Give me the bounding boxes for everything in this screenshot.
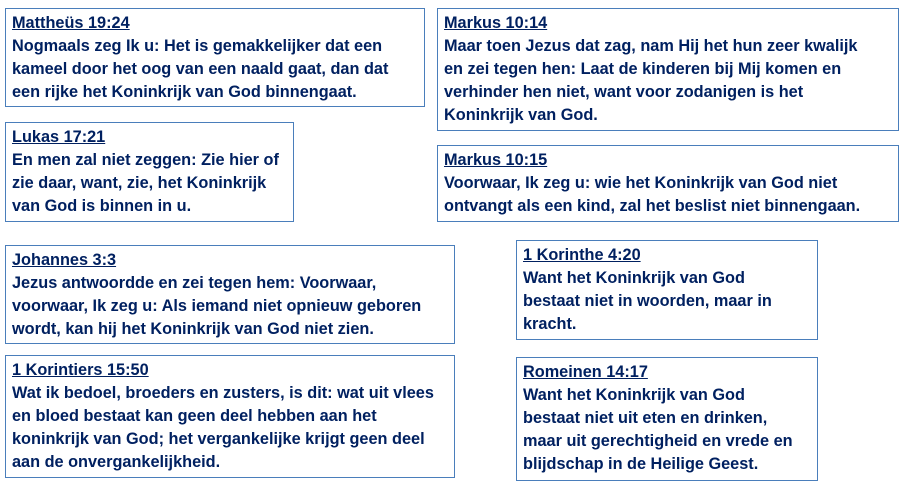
verse-reference: Romeinen 14:17 bbox=[523, 363, 648, 381]
verse-text-line: koninkrijk van God; het vergankelijke krijgt geen deel bbox=[12, 430, 425, 448]
verse-card-1-korintiers-15-50 bbox=[5, 355, 455, 478]
verse-text-line: verhinder hen niet, want voor zodanigen is het bbox=[444, 83, 804, 101]
verse-text-line: bestaat niet in woorden, maar in bbox=[523, 292, 772, 310]
verse-text-line: Koninkrijk van God. bbox=[444, 106, 598, 124]
verse-reference: 1 Korinthe 4:20 bbox=[523, 246, 641, 264]
verse-text-line: Jezus antwoordde en zei tegen hem: Voorwaar, bbox=[12, 274, 377, 292]
verse-reference: Mattheüs 19:24 bbox=[12, 14, 130, 32]
verse-reference: Lukas 17:21 bbox=[12, 128, 106, 146]
verse-card-markus-10-15 bbox=[437, 145, 899, 222]
verse-text-line: maar uit gerechtigheid en vrede en bbox=[523, 432, 793, 450]
verse-text-line: voorwaar, Ik zeg u: Als iemand niet opnieuw geboren bbox=[12, 297, 422, 315]
verse-card-romeinen-14-17 bbox=[516, 357, 818, 481]
verse-text-line: kameel door het oog van een naald gaat, dan dat bbox=[12, 60, 389, 78]
verse-text-line: en zei tegen hen: Laat de kinderen bij Mij komen en bbox=[444, 60, 842, 78]
verse-text-line: Want het Koninkrijk van God bbox=[523, 269, 745, 287]
verse-reference: Markus 10:15 bbox=[444, 151, 548, 169]
verse-card-lukas-17-21 bbox=[5, 122, 294, 222]
verse-text-line: een rijke het Koninkrijk van God binnengaat. bbox=[12, 83, 357, 101]
verse-text-line: ontvangt als een kind, zal het beslist niet binnengaan. bbox=[444, 197, 861, 215]
verse-text-line: Maar toen Jezus dat zag, nam Hij het hun zeer kwalijk bbox=[444, 37, 858, 55]
verse-text-line: blijdschap in de Heilige Geest. bbox=[523, 455, 759, 473]
verse-card-1-korinthe-4-20 bbox=[516, 240, 818, 340]
verse-text-line: Voorwaar, Ik zeg u: wie het Koninkrijk van God niet bbox=[444, 174, 838, 192]
verse-text-line: aan de onvergankelijkheid. bbox=[12, 453, 221, 471]
verse-text-line: kracht. bbox=[523, 315, 577, 333]
verse-text-line: bestaat niet uit eten en drinken, bbox=[523, 409, 768, 427]
verse-text-line: van God is binnen in u. bbox=[12, 197, 192, 215]
verse-reference: 1 Korintiers 15:50 bbox=[12, 361, 149, 379]
verse-reference: Markus 10:14 bbox=[444, 14, 548, 32]
verse-text-line: en bloed bestaat kan geen deel hebben aan het bbox=[12, 407, 377, 425]
verse-text-line: Nogmaals zeg Ik u: Het is gemakkelijker dat een bbox=[12, 37, 383, 55]
verse-text-line: Want het Koninkrijk van God bbox=[523, 386, 745, 404]
verse-text-line: wordt, kan hij het Koninkrijk van God niet zien. bbox=[12, 320, 374, 338]
verse-text-line: En men zal niet zeggen: Zie hier of bbox=[12, 151, 279, 169]
verse-text-line: zie daar, want, zie, het Koninkrijk bbox=[12, 174, 267, 192]
verse-text-line: Wat ik bedoel, broeders en zusters, is dit: wat uit vlees bbox=[12, 384, 434, 402]
verse-card-matteus-19-24 bbox=[5, 8, 425, 107]
verse-card-johannes-3-3 bbox=[5, 245, 455, 344]
verse-card-markus-10-14 bbox=[437, 8, 899, 131]
verse-reference: Johannes 3:3 bbox=[12, 251, 117, 269]
